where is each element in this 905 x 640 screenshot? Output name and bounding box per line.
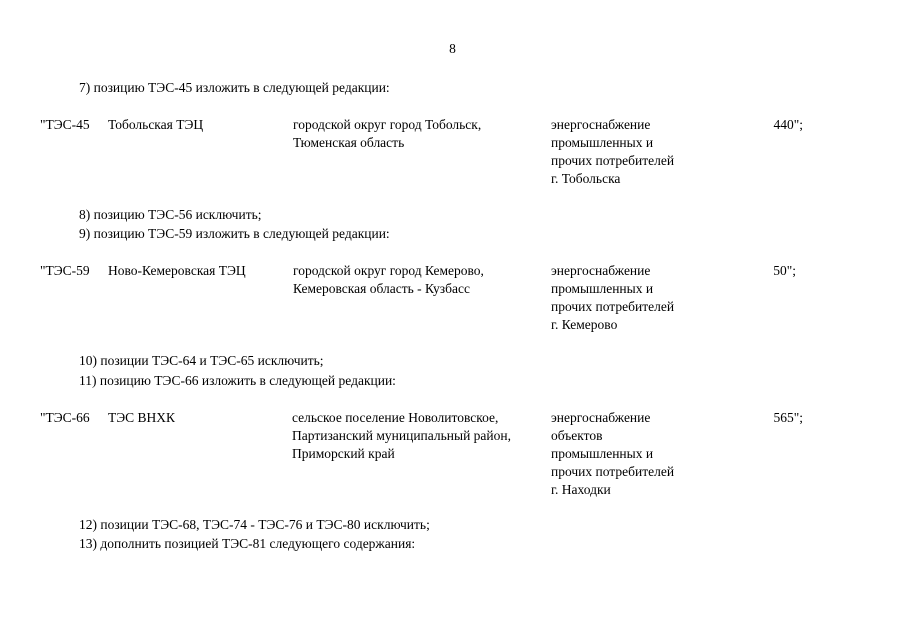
location-line: сельское поселение Новолитовское, bbox=[292, 410, 499, 425]
entry-purpose bbox=[551, 116, 674, 188]
entry-code: "ТЭС-59 bbox=[40, 263, 90, 278]
purpose-line: промышленных и bbox=[551, 281, 654, 296]
entry-location bbox=[293, 262, 484, 298]
entry-code: "ТЭС-45 bbox=[40, 117, 90, 132]
purpose-line: промышленных и bbox=[551, 135, 654, 150]
paragraph-8: 8) позицию ТЭС-56 исключить; bbox=[79, 207, 262, 222]
entry-purpose bbox=[551, 409, 674, 499]
paragraph-13: 13) дополнить позицией ТЭС-81 следующего содержания: bbox=[79, 536, 416, 551]
location-line: Приморский край bbox=[292, 446, 395, 461]
entry-location bbox=[293, 116, 481, 152]
purpose-line: энергоснабжение bbox=[551, 117, 651, 132]
paragraph-12: 12) позиции ТЭС-68, ТЭС-74 - ТЭС-76 и ТЭС-80 исключить; bbox=[79, 517, 430, 532]
purpose-line: объектов bbox=[551, 428, 603, 443]
purpose-line: промышленных и bbox=[551, 446, 654, 461]
paragraph-7: 7) позицию ТЭС-45 изложить в следующей редакции: bbox=[79, 80, 390, 95]
entry-value: 50"; bbox=[773, 263, 796, 278]
paragraph-9: 9) позицию ТЭС-59 изложить в следующей редакции: bbox=[79, 226, 390, 241]
purpose-line: г. Тобольска bbox=[551, 171, 621, 186]
entry-name: Тобольская ТЭЦ bbox=[108, 117, 204, 132]
purpose-line: энергоснабжение bbox=[551, 263, 651, 278]
purpose-line: прочих потребителей bbox=[551, 299, 675, 314]
paragraph-11: 11) позицию ТЭС-66 изложить в следующей редакции: bbox=[79, 373, 396, 388]
entry-name: Ново-Кемеровская ТЭЦ bbox=[108, 263, 246, 278]
purpose-line: прочих потребителей bbox=[551, 153, 675, 168]
paragraph-10: 10) позиции ТЭС-64 и ТЭС-65 исключить; bbox=[79, 353, 324, 368]
entry-code: "ТЭС-66 bbox=[40, 410, 90, 425]
entry-value: 565"; bbox=[773, 410, 803, 425]
location-line: Тюменская область bbox=[293, 135, 405, 150]
location-line: городской округ город Тобольск, bbox=[293, 117, 482, 132]
location-line: Кемеровская область - Кузбасс bbox=[293, 281, 470, 296]
entry-value: 440"; bbox=[773, 117, 803, 132]
purpose-line: энергоснабжение bbox=[551, 410, 651, 425]
entry-location bbox=[292, 409, 511, 463]
page-number: 8 bbox=[449, 41, 456, 56]
location-line: городской округ город Кемерово, bbox=[293, 263, 484, 278]
entry-purpose bbox=[551, 262, 674, 334]
purpose-line: г. Находки bbox=[551, 482, 611, 497]
location-line: Партизанский муниципальный район, bbox=[292, 428, 511, 443]
purpose-line: г. Кемерово bbox=[551, 317, 618, 332]
entry-name: ТЭС ВНХК bbox=[108, 410, 176, 425]
purpose-line: прочих потребителей bbox=[551, 464, 675, 479]
